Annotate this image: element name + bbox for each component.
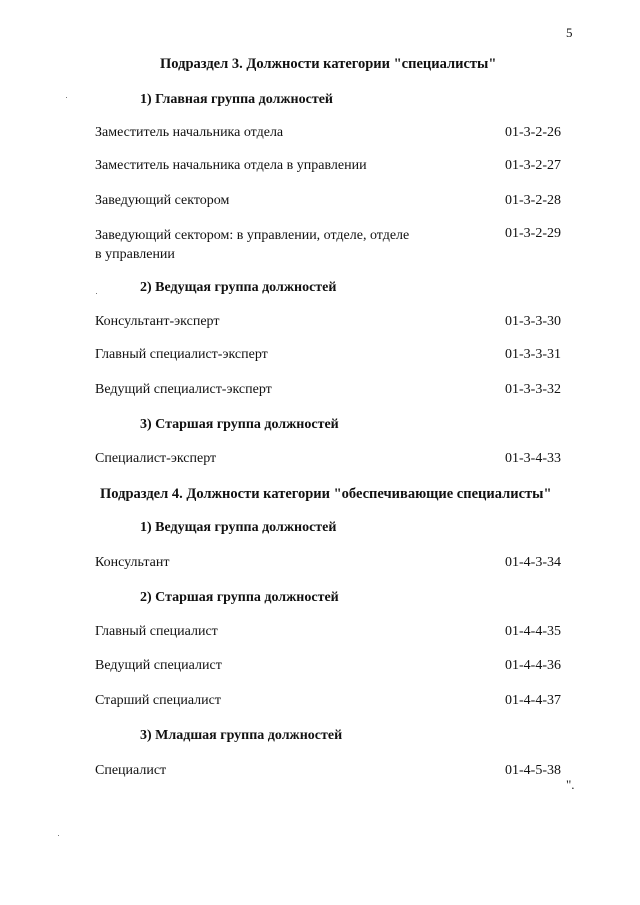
position-name: Ведущий специалист-эксперт <box>95 382 272 397</box>
position-code: 01-4-4-36 <box>505 658 561 673</box>
position-name: Главный специалист-эксперт <box>95 347 268 362</box>
position-code: 01-3-3-30 <box>505 314 561 329</box>
group-title: 1) Ведущая группа должностей <box>140 520 337 535</box>
position-name: Специалист-эксперт <box>95 451 217 466</box>
group-title: 1) Главная группа должностей <box>140 92 333 107</box>
position-name: Главный специалист <box>95 624 218 639</box>
position-code: 01-3-2-29 <box>505 226 561 241</box>
position-code: 01-4-3-34 <box>505 555 561 570</box>
position-name: Старший специалист <box>95 693 221 708</box>
group-title: 3) Младшая группа должностей <box>140 728 343 743</box>
page-number: 5 <box>566 25 573 40</box>
position-code: 01-4-4-37 <box>505 693 561 708</box>
group-title: 2) Старшая группа должностей <box>140 590 339 605</box>
position-name: Консультант-эксперт <box>95 314 220 329</box>
position-name: Специалист <box>95 763 167 778</box>
position-code: 01-4-4-35 <box>505 624 561 639</box>
scan-speck <box>58 835 59 836</box>
scan-speck <box>96 293 97 294</box>
subsection-title: Подраздел 3. Должности категории "специалисты" <box>160 56 497 72</box>
position-name: Заместитель начальника отдела в управлении <box>95 158 367 173</box>
group-title: 2) Ведущая группа должностей <box>140 280 337 295</box>
position-code: 01-3-2-28 <box>505 193 561 208</box>
position-code: 01-3-3-32 <box>505 382 561 397</box>
position-code: 01-4-5-38 <box>505 763 561 778</box>
group-title: 3) Старшая группа должностей <box>140 417 339 432</box>
position-name: Заведующий сектором: в управлении, отделе, отделе в управлении <box>95 228 410 262</box>
position-code: 01-3-4-33 <box>505 451 561 466</box>
position-code: 01-3-2-26 <box>505 125 561 140</box>
position-name: Заведующий сектором <box>95 193 230 208</box>
position-code: 01-3-3-31 <box>505 347 561 362</box>
position-code: 01-3-2-27 <box>505 158 561 173</box>
scan-speck <box>66 97 67 98</box>
closing-quote-mark: ". <box>566 777 575 792</box>
subsection-title: Подраздел 4. Должности категории "обеспечивающие специалисты" <box>100 486 552 502</box>
position-name: Ведущий специалист <box>95 658 222 673</box>
position-name: Консультант <box>95 555 170 570</box>
position-name: Заместитель начальника отдела <box>95 125 284 140</box>
